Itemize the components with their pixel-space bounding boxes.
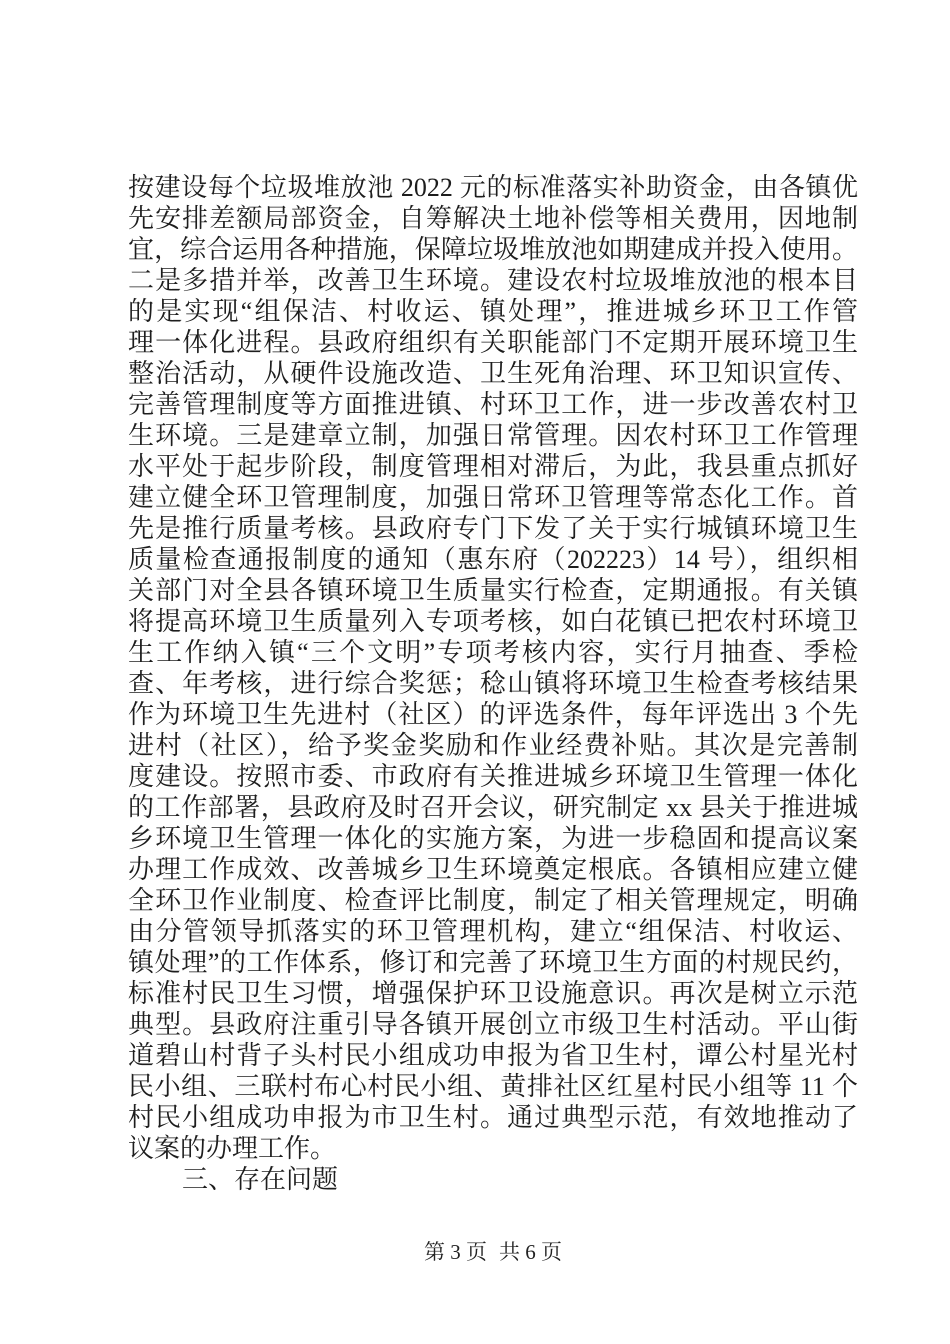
text-line: 度建设。按照市委、市政府有关推进城乡环境卫生管理一体化 [128, 762, 858, 791]
text-line: 民小组、三联村布心村民小组、黄排社区红星村民小组等 11 个 [128, 1072, 858, 1101]
text-line: 由分管领导抓落实的环卫管理机构，建立“组保洁、村收运、 [128, 917, 858, 946]
text-line: 道碧山村背子头村民小组成功申报为省卫生村，谭公村星光村 [128, 1041, 858, 1070]
text-line: 二是多措并举，改善卫生环境。建设农村垃圾堆放池的根本目 [128, 266, 858, 295]
text-line: 的工作部署，县政府及时召开会议，研究制定 xx 县关于推进城 [128, 793, 858, 822]
text-line: 建立健全环卫管理制度，加强日常环卫管理等常态化工作。首 [128, 483, 858, 512]
body-text [128, 172, 858, 1195]
text-line: 理一体化进程。县政府组织有关职能部门不定期开展环境卫生 [128, 328, 858, 357]
text-line: 质量检查通报制度的通知（惠东府（202223）14 号），组织相 [128, 545, 858, 574]
text-line: 村民小组成功申报为市卫生村。通过典型示范，有效地推动了 [128, 1103, 858, 1132]
text-line: 整治活动，从硬件设施改造、卫生死角治理、环卫知识宣传、 [128, 359, 858, 388]
text-line: 宜，综合运用各种措施，保障垃圾堆放池如期建成并投入使用。 [128, 235, 858, 264]
text-line: 作为环境卫生先进村（社区）的评选条件，每年评选出 3 个先 [128, 700, 858, 729]
text-line: 标准村民卫生习惯，增强保护环卫设施意识。再次是树立示范 [128, 979, 858, 1008]
section-heading: 三、存在问题 [182, 1165, 339, 1194]
page-number-label: 第 3 页 [424, 1240, 487, 1264]
text-line: 关部门对全县各镇环境卫生质量实行检查，定期通报。有关镇 [128, 576, 858, 605]
text-line: 镇处理”的工作体系，修订和完善了环境卫生方面的村规民约， [128, 948, 858, 977]
page-count-label: 共 6 页 [499, 1240, 562, 1264]
text-line: 生环境。三是建章立制，加强日常管理。因农村环卫工作管理 [128, 421, 858, 450]
text-line: 的是实现“组保洁、村收运、镇处理”，推进城乡环卫工作管 [128, 297, 858, 326]
text-line: 将提高环境卫生质量列入专项考核，如白花镇已把农村环境卫 [128, 607, 858, 636]
text-line: 先安排差额局部资金，自筹解决土地补偿等相关费用，因地制 [128, 204, 858, 233]
paragraph-justified-lines [128, 172, 858, 1133]
text-line: 完善管理制度等方面推进镇、村环卫工作，进一步改善农村卫 [128, 390, 858, 419]
text-line: 生工作纳入镇“三个文明”专项考核内容，实行月抽查、季检 [128, 638, 858, 667]
text-line: 水平处于起步阶段，制度管理相对滞后，为此，我县重点抓好 [128, 452, 858, 481]
text-line: 乡环境卫生管理一体化的实施方案，为进一步稳固和提高议案 [128, 824, 858, 853]
paragraph-last-line: 议案的办理工作。 [128, 1134, 337, 1163]
text-line: 全环卫作业制度、检查评比制度，制定了相关管理规定，明确 [128, 886, 858, 915]
text-line: 典型。县政府注重引导各镇开展创立市级卫生村活动。平山街 [128, 1010, 858, 1039]
text-line: 按建设每个垃圾堆放池 2022 元的标准落实补助资金，由各镇优 [128, 173, 858, 202]
text-line: 查、年考核，进行综合奖惩；稔山镇将环境卫生检查考核结果 [128, 669, 858, 698]
text-line: 进村（社区），给予奖金奖励和作业经费补贴。其次是完善制 [128, 731, 858, 760]
text-line: 先是推行质量考核。县政府专门下发了关于实行城镇环境卫生 [128, 514, 858, 543]
page-footer [128, 1239, 858, 1265]
text-line: 办理工作成效、改善城乡卫生环境奠定根底。各镇相应建立健 [128, 855, 858, 884]
